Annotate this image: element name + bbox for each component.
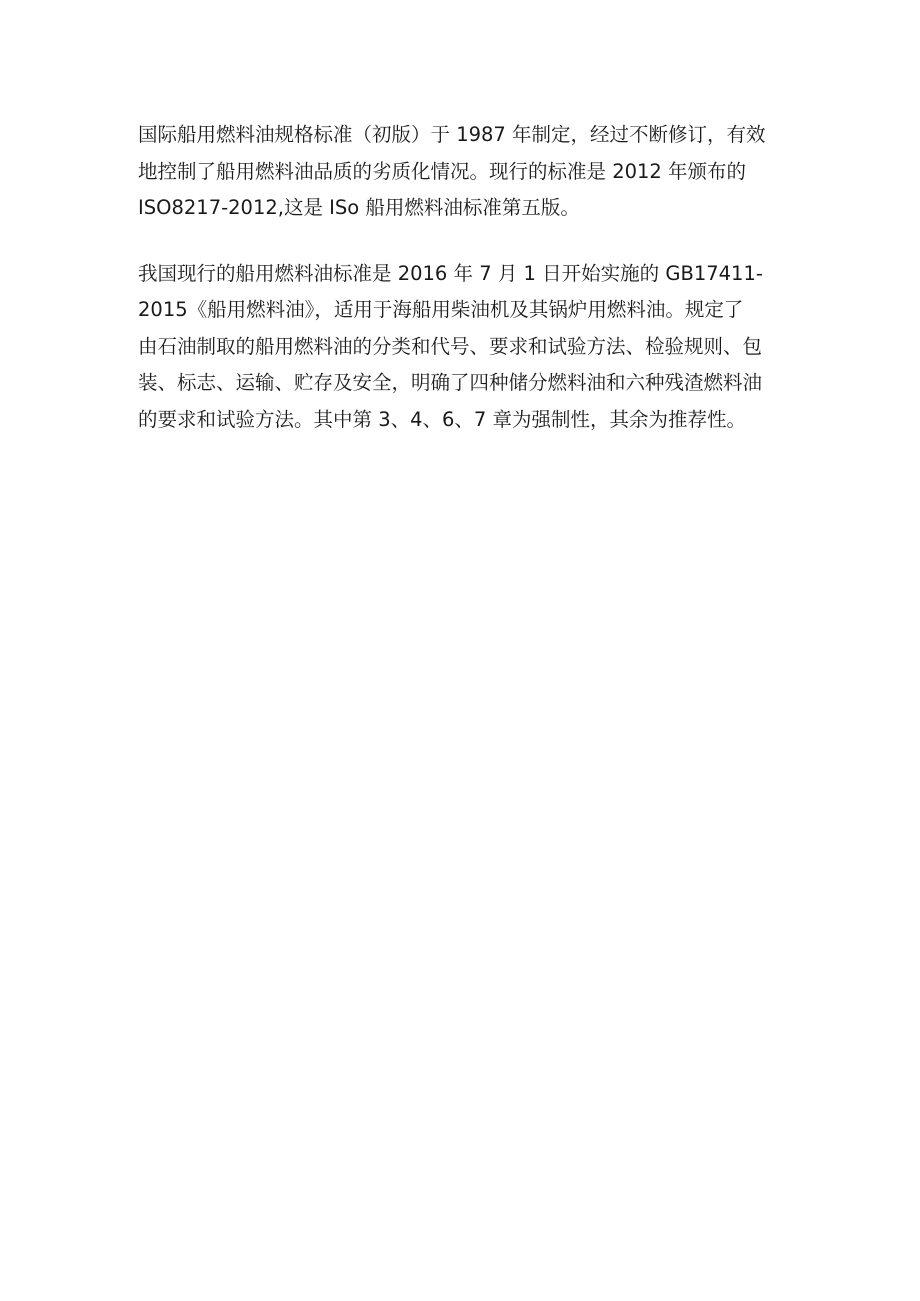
- paragraph-national-standard: [138, 256, 784, 439]
- text-line: 装、标志、运输、贮存及安全，明确了四种储分燃料油和六种残渣燃料油: [138, 371, 763, 394]
- text-line: 的要求和试验方法。其中第 3、4、6、7 章为强制性，其余为推荐性。: [138, 407, 747, 431]
- text-line: ISO8217-2012,这是 ISo 船用燃料油标准第五版。: [138, 196, 580, 219]
- text-line: 2015《船用燃料油》，适用于海船用柴油机及其锅炉用燃料油。规定了: [138, 298, 744, 321]
- text-line: 地控制了船用燃料油品质的劣质化情况。现行的标准是 2012 年颁布的: [138, 159, 747, 183]
- text-line: 我国现行的船用燃料油标准是 2016 年 7 月 1 日开始实施的 GB17411-: [138, 261, 763, 285]
- paragraph-iso-standard: [138, 117, 784, 227]
- text-line: 国际船用燃料油规格标准（初版）于 1987 年制定，经过不断修订，有效: [138, 123, 766, 146]
- document-body: [138, 117, 784, 438]
- text-line: 由石油制取的船用燃料油的分类和代号、要求和试验方法、检验规则、包: [138, 334, 763, 358]
